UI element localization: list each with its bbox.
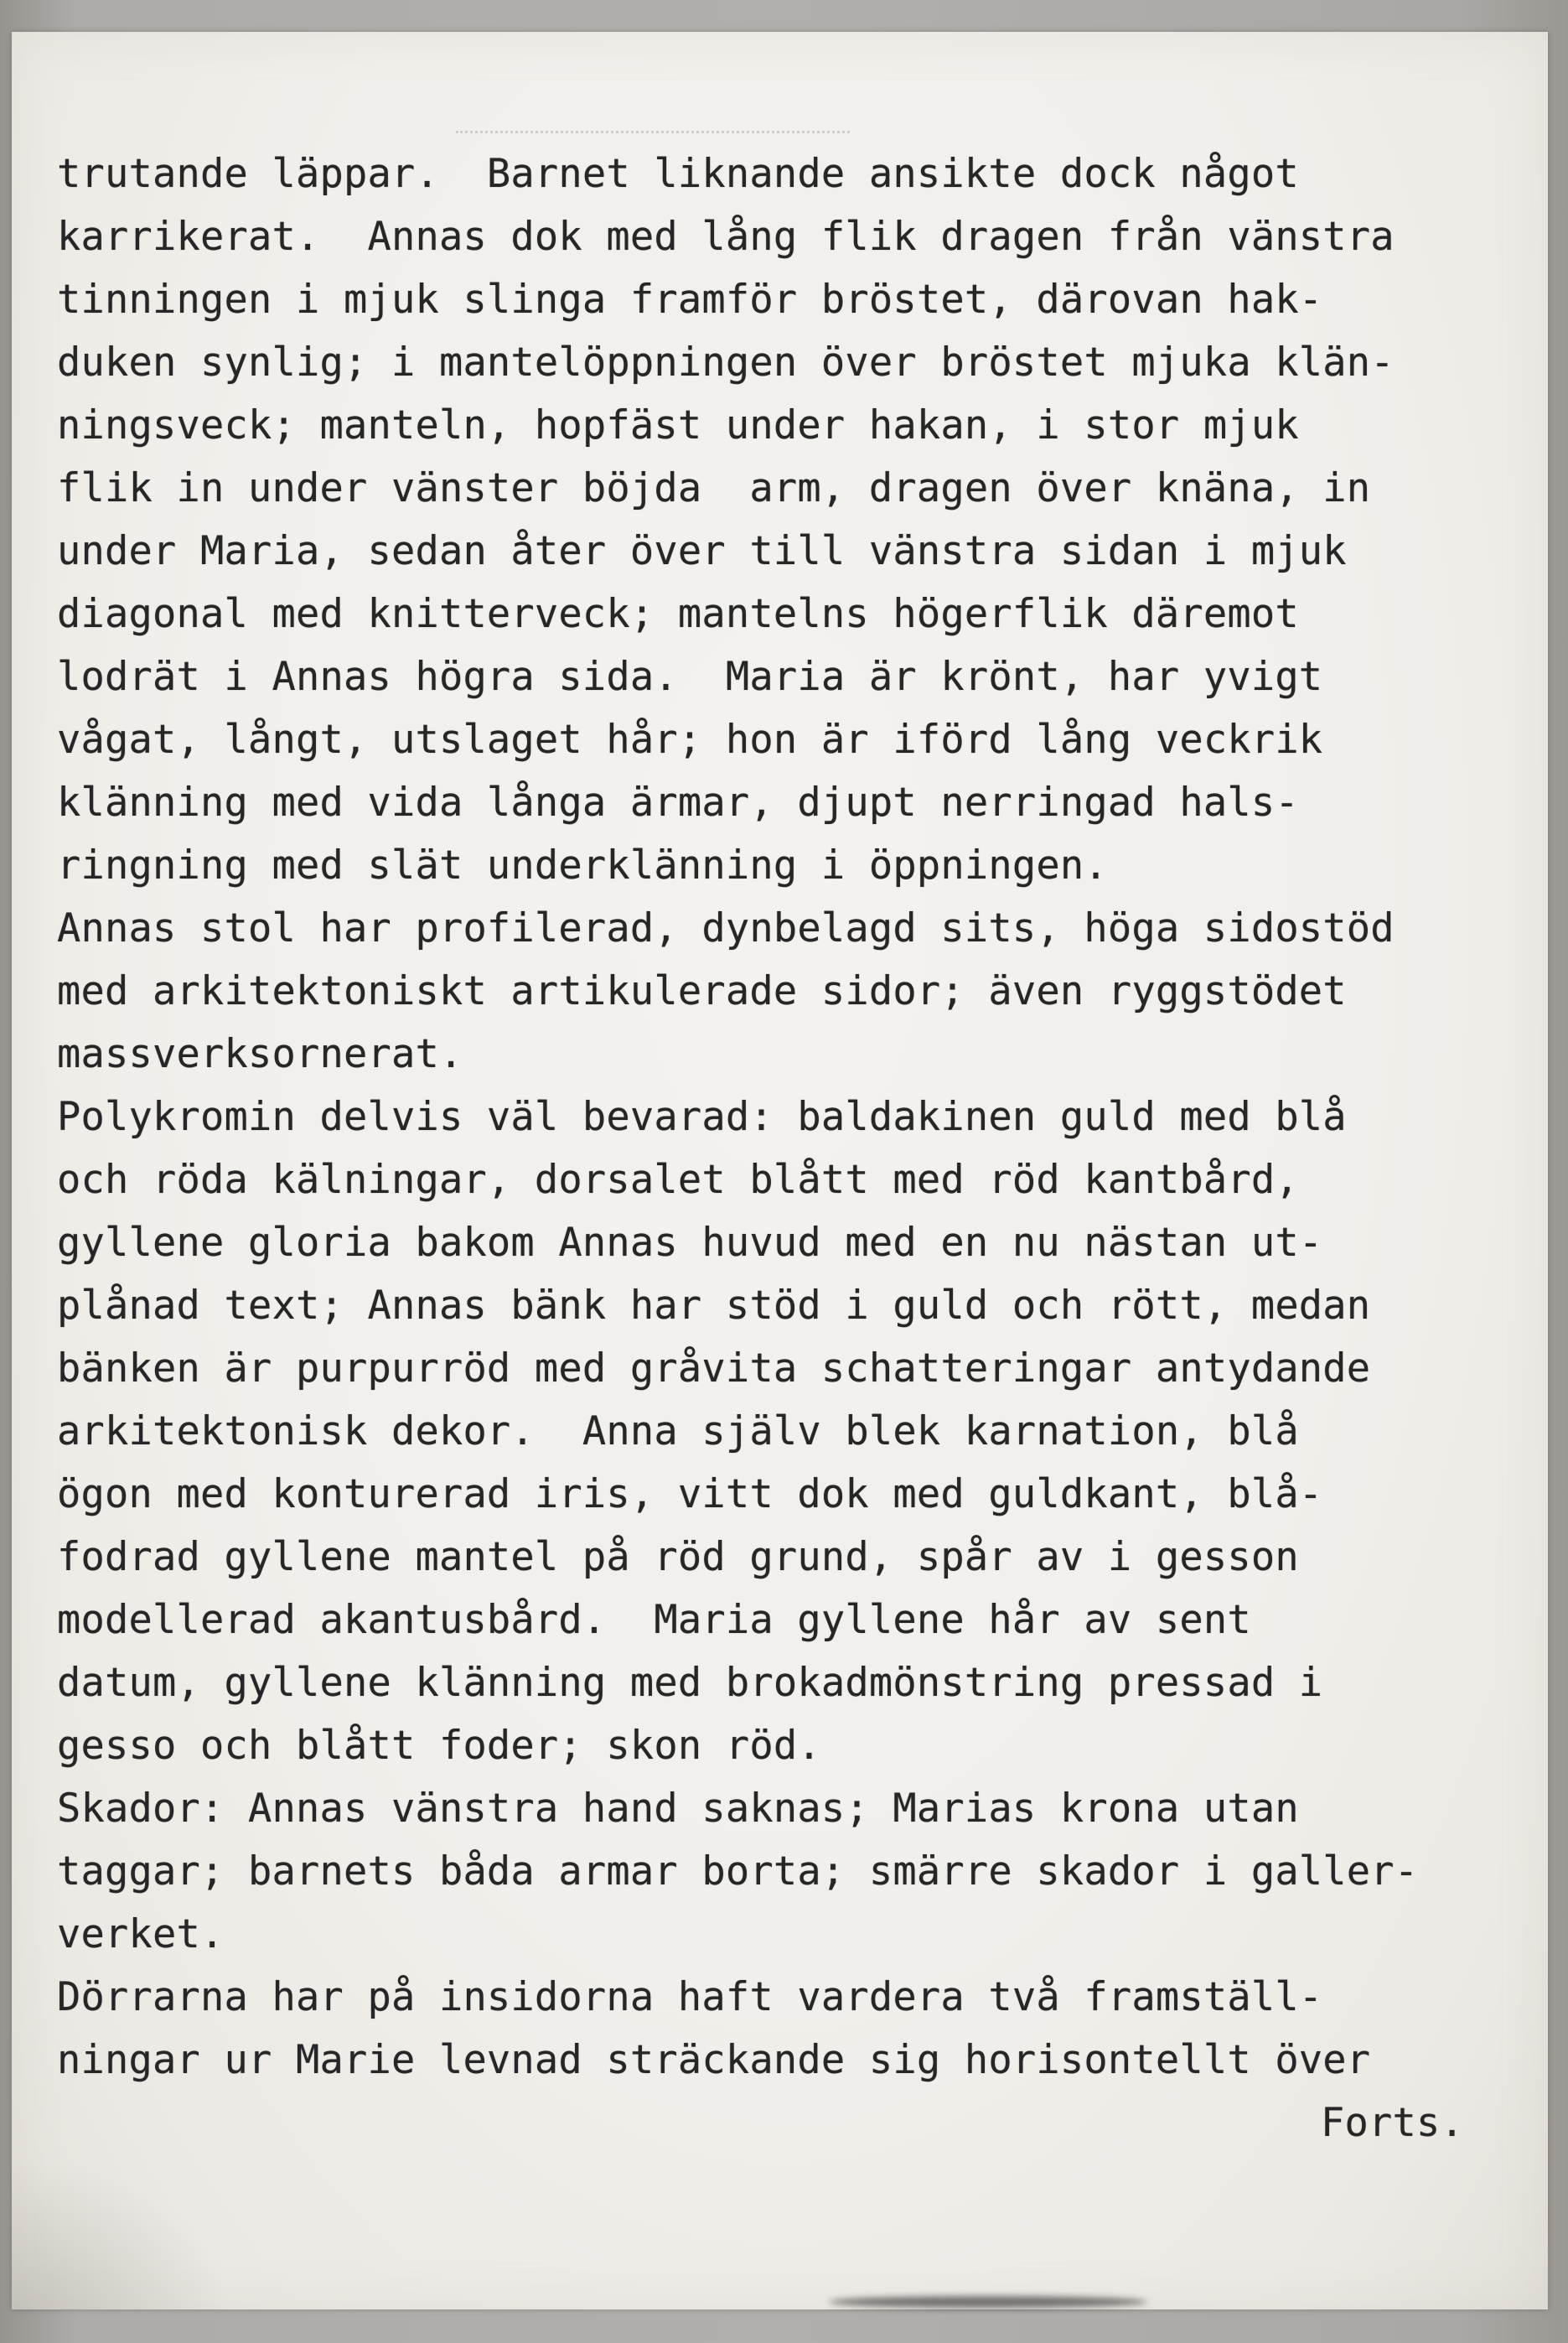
- text-line: ningar ur Marie levnad sträckande sig horisontellt över: [57, 2037, 1371, 2083]
- text-line: ögon med konturerad iris, vitt dok med guldkant, blå-: [57, 1471, 1323, 1517]
- text-line: massverksornerat.: [57, 1031, 463, 1077]
- text-line: med arkitektoniskt artikulerade sidor; även ryggstödet: [57, 968, 1347, 1014]
- text-line: Annas stol har profilerad, dynbelagd sits, höga sidostöd: [57, 905, 1395, 951]
- text-line: fodrad gyllene mantel på röd grund, spår av i gesson: [57, 1534, 1299, 1580]
- scan-artifact-smudge: [829, 2296, 1147, 2308]
- text-line: flik in under vänster böjda arm, dragen över knäna, in: [57, 465, 1371, 511]
- text-line: karrikerat. Annas dok med lång flik dragen från vänstra: [57, 214, 1395, 260]
- text-line: gesso och blått foder; skon röd.: [57, 1723, 821, 1769]
- text-lines: [57, 143, 1464, 2092]
- text-line: klänning med vida långa ärmar, djupt nerringad hals-: [57, 780, 1299, 826]
- text-line: Skador: Annas vänstra hand saknas; Marias krona utan: [57, 1786, 1299, 1832]
- text-line: bänken är purpurröd med gråvita schatteringar antydande: [57, 1345, 1371, 1392]
- text-line: modellerad akantusbård. Maria gyllene hår av sent: [57, 1597, 1251, 1643]
- text-line: Polykromin delvis väl bevarad: baldakinen guld med blå: [57, 1094, 1347, 1140]
- text-line: och röda kälningar, dorsalet blått med röd kantbård,: [57, 1157, 1299, 1203]
- text-line: tinningen i mjuk slinga framför bröstet, därovan hak-: [57, 277, 1323, 323]
- text-line: trutande läppar. Barnet liknande ansikte dock något: [57, 151, 1299, 197]
- text-line: Dörrarna har på insidorna haft vardera två framställ-: [57, 1974, 1323, 2020]
- text-line: diagonal med knitterveck; mantelns högerflik däremot: [57, 591, 1299, 637]
- text-line: verket.: [57, 1911, 225, 1957]
- text-line: duken synlig; i mantelöppningen över bröstet mjuka klän-: [57, 340, 1395, 386]
- scan-artifact-faded-line: [456, 131, 850, 133]
- text-line: lodrät i Annas högra sida. Maria är krönt, har yvigt: [57, 654, 1323, 700]
- document-text: [57, 143, 1464, 2154]
- text-line: gyllene gloria bakom Annas huvud med en nu nästan ut-: [57, 1220, 1323, 1266]
- text-line: under Maria, sedan åter över till vänstra sidan i mjuk: [57, 528, 1347, 574]
- text-line: taggar; barnets båda armar borta; smärre skador i galler-: [57, 1848, 1419, 1895]
- continuation-note: Forts.: [1321, 2100, 1464, 2146]
- text-line: plånad text; Annas bänk har stöd i guld och rött, medan: [57, 1283, 1371, 1329]
- text-line: arkitektonisk dekor. Anna själv blek karnation, blå: [57, 1408, 1299, 1454]
- scan-shading: [12, 2159, 230, 2309]
- document-page: [12, 32, 1548, 2309]
- text-line: ningsveck; manteln, hopfäst under hakan, i stor mjuk: [57, 402, 1299, 448]
- text-line: vågat, långt, utslaget hår; hon är iförd lång veckrik: [57, 717, 1323, 763]
- text-line: ringning med slät underklänning i öppningen.: [57, 842, 1108, 889]
- text-line: datum, gyllene klänning med brokadmönstring pressad i: [57, 1660, 1323, 1706]
